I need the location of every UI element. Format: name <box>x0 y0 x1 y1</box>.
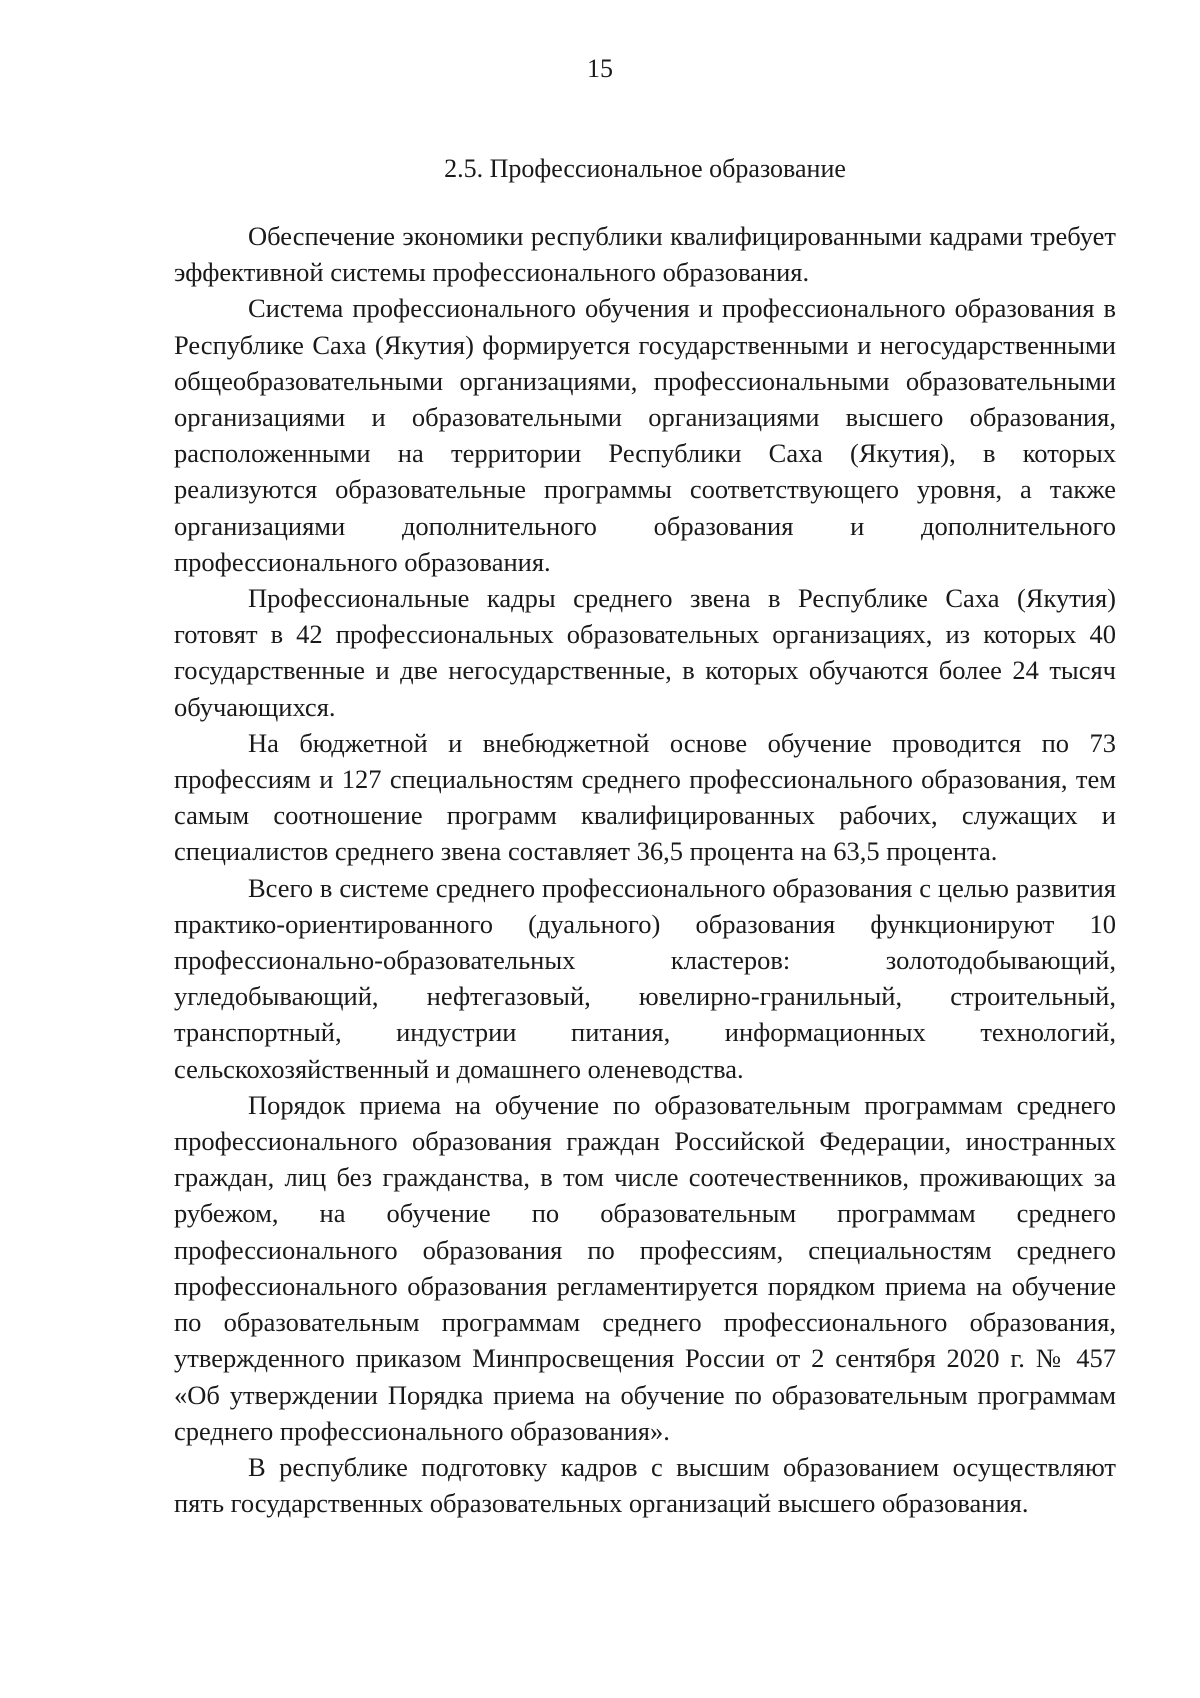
document-body <box>174 218 1116 1521</box>
section-title: 2.5. Профессиональное образование <box>444 154 846 183</box>
paragraph: Система профессионального обучения и профессионального образования в Республике Саха (Якутия) формируется государственными и негосударственными общеобразовательными организациями, профессиональными образовательными организациями и образовательными организациями высшего образования, расположенными на территории Республики Саха (Якутия), в которых реализуются образовательные программы соответствующего уровня, а также организациями дополнительного образования и дополнительного профессионального образования. <box>174 293 1116 577</box>
paragraph: Обеспечение экономики республики квалифицированными кадрами требует эффективной системы профессионального образования. <box>174 221 1116 288</box>
paragraph: На бюджетной и внебюджетной основе обучение проводится по 73 профессиям и 127 специальностям среднего профессионального образования, тем самым соотношение программ квалифицированных рабочих, служащих и специалистов среднего звена составляет 36,5 процента на 63,5 процента. <box>174 727 1116 867</box>
paragraph: В республике подготовку кадров с высшим образованием осуществляют пять государственных образовательных организаций высшего образования. <box>174 1451 1116 1519</box>
paragraph: Порядок приема на обучение по образовательным программам среднего профессионального образования граждан Российской Федерации, иностранных граждан, лиц без гражданства, в том числе соотечественников, проживающих за рубежом, на обучение по образовательным программам среднего профессионального образования по профессиям, специальностям среднего профессионального образования регламентируется порядком приема на обучение по образовательным программам среднего профессионального образования, утвержденного приказом Минпросвещения России от 2 сентября 2020 г. № 457 «Об утверждении Порядка приема на обучение по образовательным программам среднего профессионального образования». <box>174 1089 1116 1446</box>
page-number: 15 <box>587 54 613 83</box>
paragraph: Всего в системе среднего профессионального образования с целью развития практико-ориентированного (дуального) образования функционируют 10 профессионально-образовательных кластеров: золотодобывающий, угледобывающий, нефтегазовый, ювелирно-гранильный, строительный, транспортный, индустрии питания, информационных технологий, сельскохозяйственный и домашнего оленеводства. <box>174 872 1116 1084</box>
paragraph: Профессиональные кадры среднего звена в Республике Саха (Якутия) готовят в 42 профессиональных образовательных организациях, из которых 40 государственные и две негосударственные, в которых обучаются более 24 тысяч обучающихся. <box>174 583 1116 722</box>
